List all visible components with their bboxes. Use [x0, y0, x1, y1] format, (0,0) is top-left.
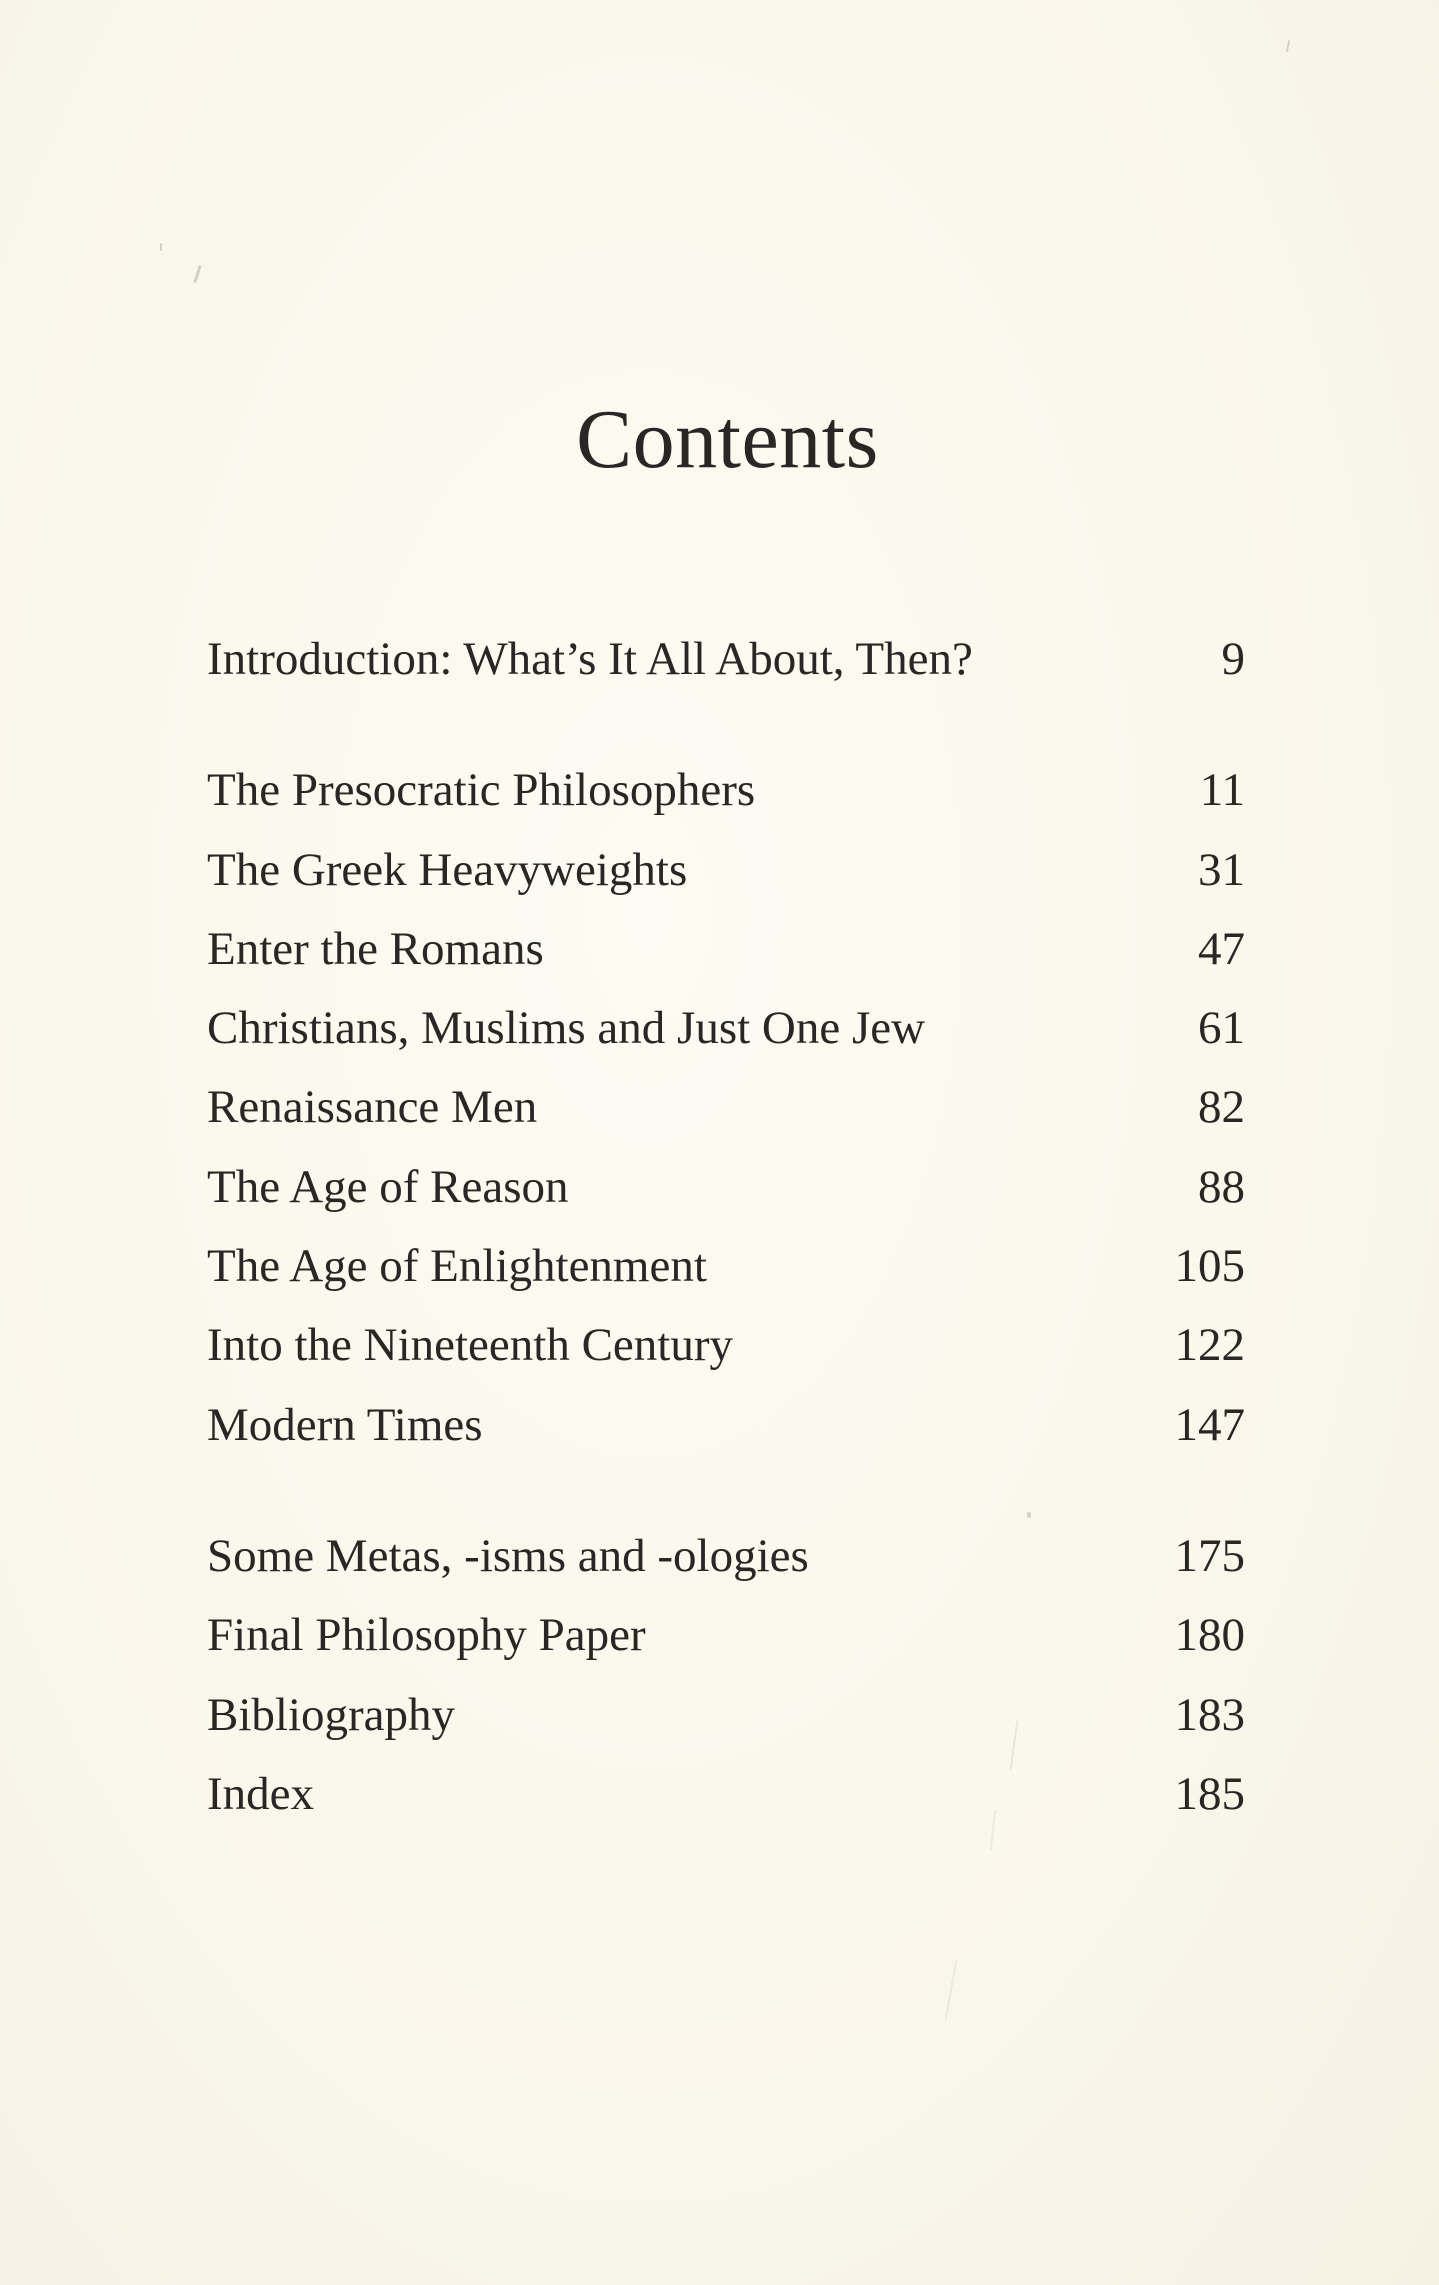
toc-entry-title: The Presocratic Philosophers — [207, 764, 756, 817]
toc-section-back-matter — [207, 1517, 1245, 1834]
toc-entry-page-number: 180 — [1174, 1609, 1245, 1662]
toc-entry-title: Introduction: What’s It All About, Then? — [207, 633, 973, 685]
toc-entry — [207, 751, 1245, 830]
toc-entry-page-number: 105 — [1174, 1240, 1245, 1293]
toc-entry — [207, 910, 1245, 989]
paper-speck — [1286, 40, 1290, 52]
toc-entry — [207, 1227, 1245, 1306]
toc-entry-page-number: 9 — [1221, 633, 1245, 685]
paper-speck — [160, 243, 162, 251]
toc-entry-page-number: 11 — [1199, 764, 1245, 817]
toc-entry — [207, 989, 1245, 1068]
toc-section-chapters — [207, 751, 1245, 1465]
toc-section-introduction — [207, 620, 1245, 699]
toc-entry — [207, 1306, 1245, 1385]
page-title: Contents — [576, 393, 879, 486]
toc-entry-page-number: 183 — [1174, 1688, 1245, 1741]
toc-entry-page-number: 47 — [1198, 922, 1245, 975]
toc-entry — [207, 1596, 1245, 1675]
toc-entry-title: The Age of Enlightenment — [207, 1240, 707, 1293]
toc-entry-title: The Greek Heavyweights — [207, 843, 688, 896]
toc-entry-title: Renaissance Men — [207, 1081, 538, 1134]
toc-entry-title: The Age of Reason — [207, 1160, 569, 1213]
toc-entry — [207, 1148, 1245, 1227]
paper-speck — [193, 265, 201, 283]
toc-entry — [207, 1386, 1245, 1465]
toc-entry-title: Index — [207, 1767, 315, 1820]
toc-entry — [207, 831, 1245, 910]
toc-entry — [207, 1068, 1245, 1147]
toc-entry-title: Enter the Romans — [207, 922, 544, 975]
toc-entry-page-number: 147 — [1174, 1398, 1245, 1451]
toc-entry-title: Final Philosophy Paper — [207, 1609, 646, 1662]
toc-entry-page-number: 88 — [1198, 1160, 1245, 1213]
toc-entry-title: Some Metas, -isms and -ologies — [207, 1529, 809, 1582]
toc-entry — [207, 1755, 1245, 1834]
toc-entry-title: Christians, Muslims and Just One Jew — [207, 1002, 926, 1055]
toc-entry-page-number: 61 — [1198, 1002, 1245, 1055]
toc-entry — [207, 1676, 1245, 1755]
toc-entry-title: Modern Times — [207, 1398, 483, 1451]
toc-entry-page-number: 175 — [1174, 1529, 1245, 1582]
table-of-contents — [207, 620, 1245, 1834]
toc-entry — [207, 620, 1245, 699]
toc-entry-page-number: 31 — [1198, 843, 1245, 896]
toc-entry — [207, 1517, 1245, 1596]
toc-entry-page-number: 185 — [1174, 1767, 1245, 1820]
paper-speck — [945, 1960, 957, 2019]
toc-entry-title: Into the Nineteenth Century — [207, 1319, 733, 1372]
toc-entry-page-number: 82 — [1198, 1081, 1245, 1134]
toc-entry-page-number: 122 — [1174, 1319, 1245, 1372]
toc-entry-title: Bibliography — [207, 1688, 456, 1741]
